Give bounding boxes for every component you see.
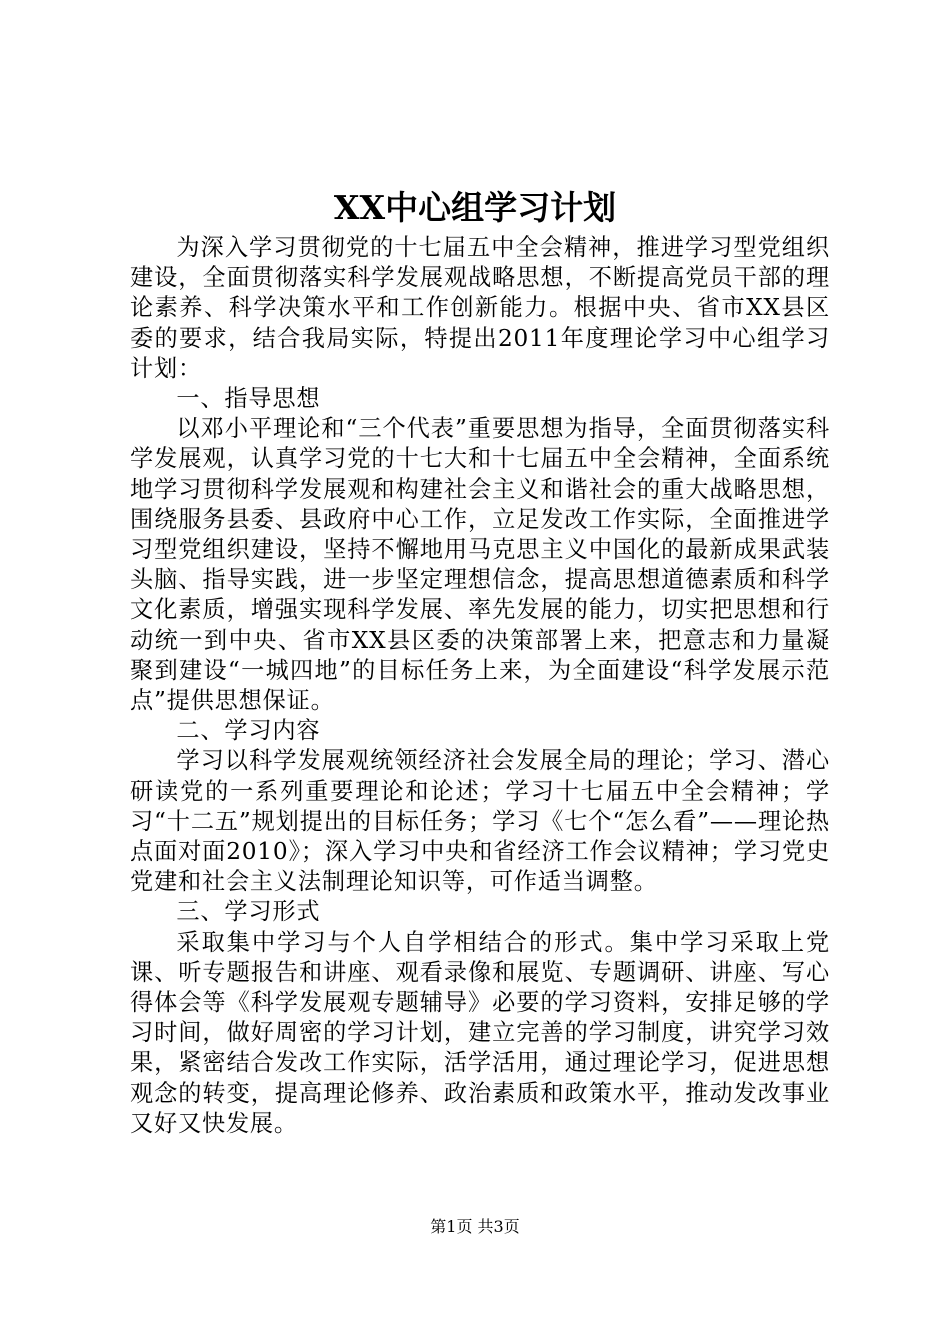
section-heading-study-format: 三、学习形式	[176, 898, 321, 926]
study-format-paragraph: 采取集中学习与个人自学相结合的形式。集中学习采取上党课、听专题报告和讲座、观看录像和展览、专题调研、讲座、写心得体会等《科学发展观专题辅导》必要的学习资料，安排足够的学习时间，做好周密的学习计划，建立完善的学习制度，讲究学习效果，紧密结合发改工作实际，活学活用，通过理论学习，促进思想观念的转变，提高理论修养、政治素质和政策水平，推动发改事业又好又快发展。	[130, 928, 830, 1137]
guiding-thought-paragraph: 以邓小平理论和“三个代表”重要思想为指导，全面贯彻落实科学发展观，认真学习党的十七大和十七届五中全会精神，全面系统地学习贯彻科学发展观和构建社会主义和谐社会的重大战略思想，围绕服务县委、县政府中心工作，立足发改工作实际，全面推进学习型党组织建设，坚持不懈地用马克思主义中国化的最新成果武装头脑、指导实践，进一步坚定理想信念，提高思想道德素质和科学文化素质，增强实现科学发展、率先发展的能力，切实把思想和行动统一到中央、省市XX县区委的决策部署上来，把意志和力量凝聚到建设“一城四地”的目标任务上来，为全面建设“科学发展示范点”提供思想保证。	[130, 415, 830, 715]
section-heading-guiding-thought: 一、指导思想	[176, 385, 321, 413]
document-title: XX中心组学习计划	[333, 188, 617, 227]
study-content-paragraph: 学习以科学发展观统领经济社会发展全局的理论；学习、潜心研读党的一系列重要理论和论述；学习十七届五中全会精神；学习“十二五”规划提出的目标任务；学习《七个“怎么看”——理论热点面对面2010》；深入学习中央和省经济工作会议精神；学习党史党建和社会主义法制理论知识等，可作适当调整。	[130, 747, 830, 896]
intro-paragraph: 为深入学习贯彻党的十七届五中全会精神，推进学习型党组织建设，全面贯彻落实科学发展观战略思想，不断提高党员干部的理论素养、科学决策水平和工作创新能力。根据中央、省市XX县区委的要求，结合我局实际，特提出2011年度理论学习中心组学习计划：	[130, 234, 830, 382]
section-heading-study-content: 二、学习内容	[176, 717, 321, 745]
document-body	[130, 233, 830, 1139]
page-number-footer: 第1页 共3页	[430, 1217, 520, 1236]
